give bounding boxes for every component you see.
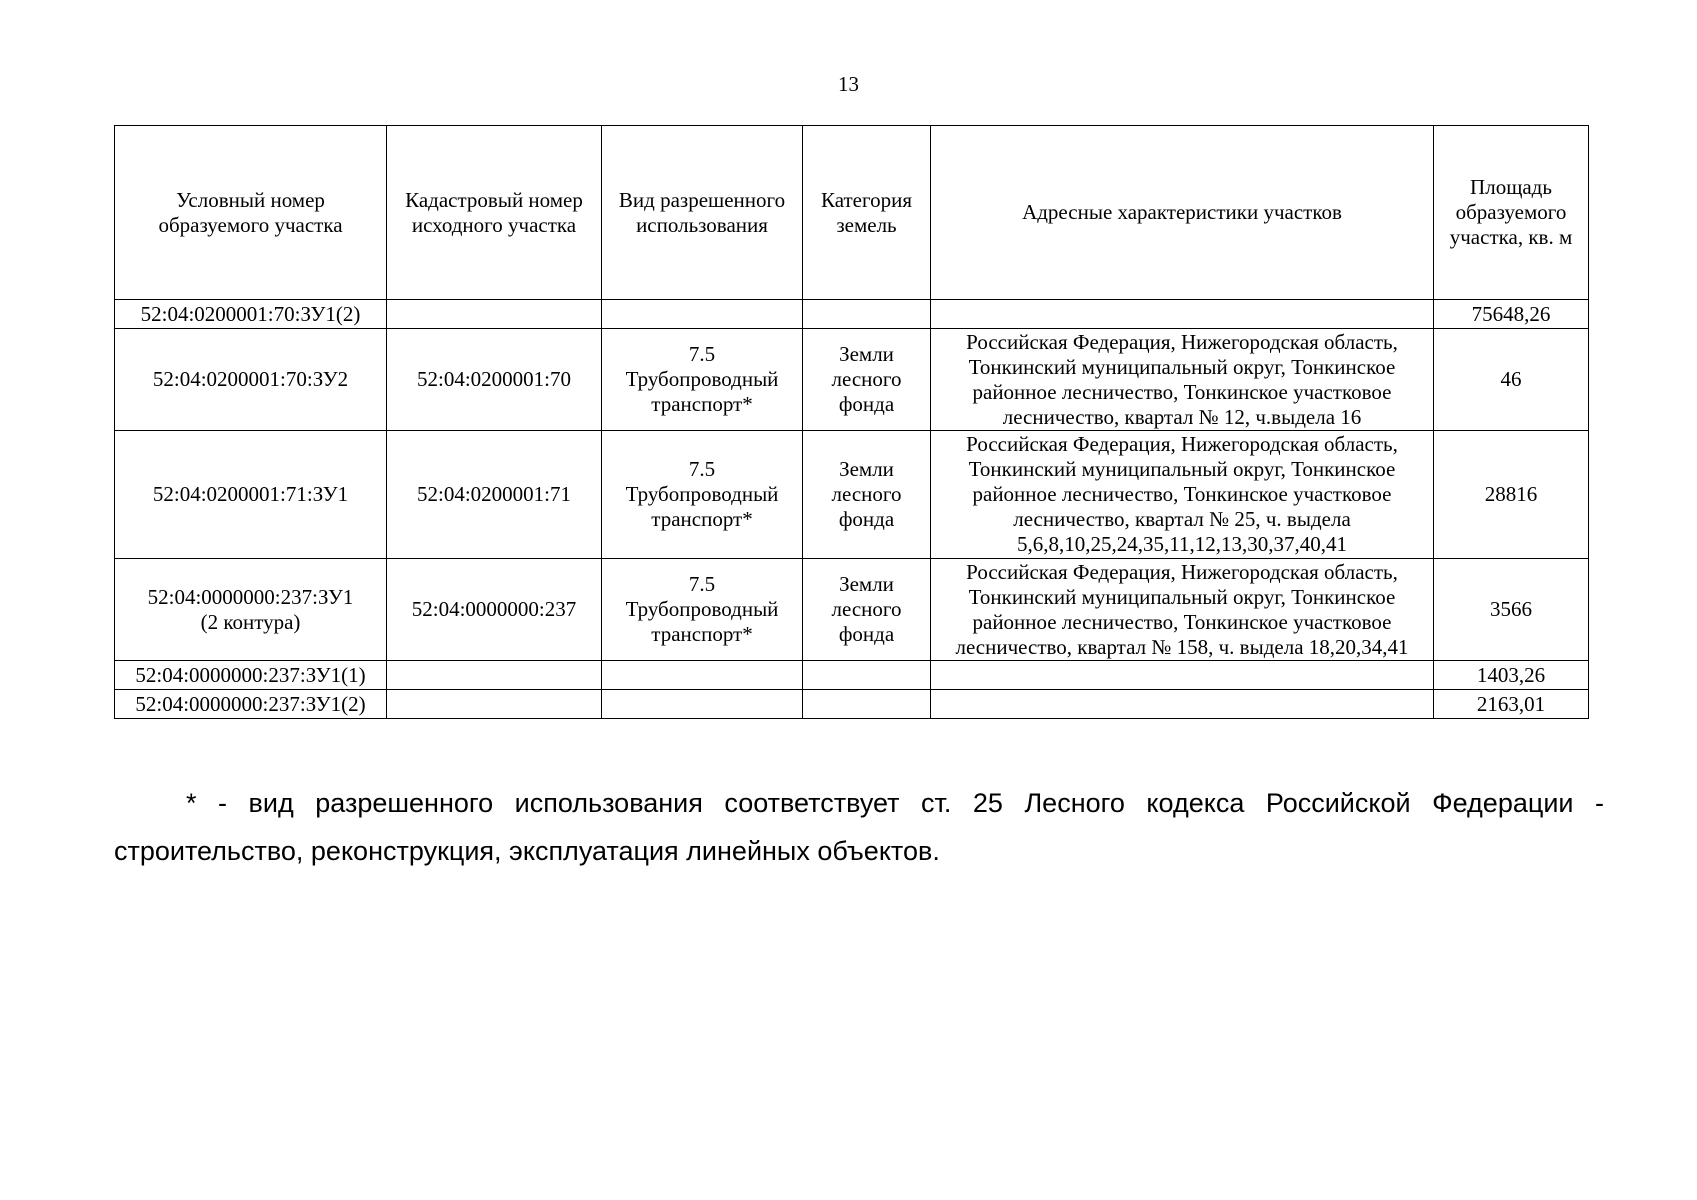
header-area: Площадь образуемого участка, кв. м bbox=[1434, 126, 1589, 300]
cell-land-category bbox=[803, 300, 931, 329]
cell-cadastral-number: 52:04:0000000:237 bbox=[387, 559, 602, 661]
cell-cadastral-number bbox=[387, 661, 602, 690]
cell-permitted-use: 7.5 Трубопроводный транспорт* bbox=[602, 329, 803, 431]
cell-cadastral-number bbox=[387, 300, 602, 329]
header-permitted-use: Вид разрешенного использования bbox=[602, 126, 803, 300]
table-row bbox=[115, 559, 1589, 661]
cell-area: 1403,26 bbox=[1434, 661, 1589, 690]
cell-address: Российская Федерация, Нижегородская область, Тонкинский муниципальный округ, Тонкинское районное лесничество, Тонкинское участковое лесничество, квартал № 12, ч.выдела 16 bbox=[931, 329, 1434, 431]
cell-area: 2163,01 bbox=[1434, 690, 1589, 719]
footnote: * - вид разрешенного использования соответствует ст. 25 Лесного кодекса Российской Федерации - строительство, реконструкция, эксплуатация линейных объектов. bbox=[114, 788, 1604, 866]
cell-land-category bbox=[803, 661, 931, 690]
header-address: Адресные характеристики участков bbox=[931, 126, 1434, 300]
cell-address bbox=[931, 690, 1434, 719]
cell-land-category: Земли лесного фонда bbox=[803, 431, 931, 559]
cell-permitted-use: 7.5 Трубопроводный транспорт* bbox=[602, 559, 803, 661]
cell-conditional-number: 52:04:0000000:237:ЗУ1 (2 контура) bbox=[115, 559, 387, 661]
cell-conditional-number: 52:04:0000000:237:ЗУ1(1) bbox=[115, 661, 387, 690]
cell-permitted-use bbox=[602, 661, 803, 690]
cell-area: 3566 bbox=[1434, 559, 1589, 661]
header-cadastral-number: Кадастровый номер исходного участка bbox=[387, 126, 602, 300]
cell-permitted-use: 7.5 Трубопроводный транспорт* bbox=[602, 431, 803, 559]
table-row bbox=[115, 690, 1589, 719]
header-land-category: Категория земель bbox=[803, 126, 931, 300]
cell-area: 75648,26 bbox=[1434, 300, 1589, 329]
table-row bbox=[115, 661, 1589, 690]
cell-permitted-use bbox=[602, 300, 803, 329]
table-row bbox=[115, 300, 1589, 329]
page-number: 13 bbox=[838, 72, 859, 96]
table-header-row bbox=[115, 126, 1589, 300]
cell-conditional-number: 52:04:0200001:70:ЗУ2 bbox=[115, 329, 387, 431]
cell-area: 46 bbox=[1434, 329, 1589, 431]
cell-permitted-use bbox=[602, 690, 803, 719]
land-plots-table bbox=[114, 125, 1589, 719]
cell-cadastral-number bbox=[387, 690, 602, 719]
cell-address: Российская Федерация, Нижегородская область, Тонкинский муниципальный округ, Тонкинское районное лесничество, Тонкинское участковое лесничество, квартал № 25, ч. выдела 5,6,8,10,25,24,35,11,12,13,30,37,40,41 bbox=[931, 431, 1434, 559]
cell-land-category: Земли лесного фонда bbox=[803, 559, 931, 661]
cell-conditional-number: 52:04:0200001:71:ЗУ1 bbox=[115, 431, 387, 559]
cell-land-category bbox=[803, 690, 931, 719]
cell-cadastral-number: 52:04:0200001:71 bbox=[387, 431, 602, 559]
cell-address bbox=[931, 661, 1434, 690]
cell-land-category: Земли лесного фонда bbox=[803, 329, 931, 431]
table-row bbox=[115, 329, 1589, 431]
cell-address bbox=[931, 300, 1434, 329]
cell-area: 28816 bbox=[1434, 431, 1589, 559]
cell-cadastral-number: 52:04:0200001:70 bbox=[387, 329, 602, 431]
cell-address: Российская Федерация, Нижегородская область, Тонкинский муниципальный округ, Тонкинское районное лесничество, Тонкинское участковое лесничество, квартал № 158, ч. выдела 18,20,34,41 bbox=[931, 559, 1434, 661]
header-conditional-number: Условный номер образуемого участка bbox=[115, 126, 387, 300]
cell-conditional-number: 52:04:0200001:70:ЗУ1(2) bbox=[115, 300, 387, 329]
cell-conditional-number: 52:04:0000000:237:ЗУ1(2) bbox=[115, 690, 387, 719]
table-row bbox=[115, 431, 1589, 559]
